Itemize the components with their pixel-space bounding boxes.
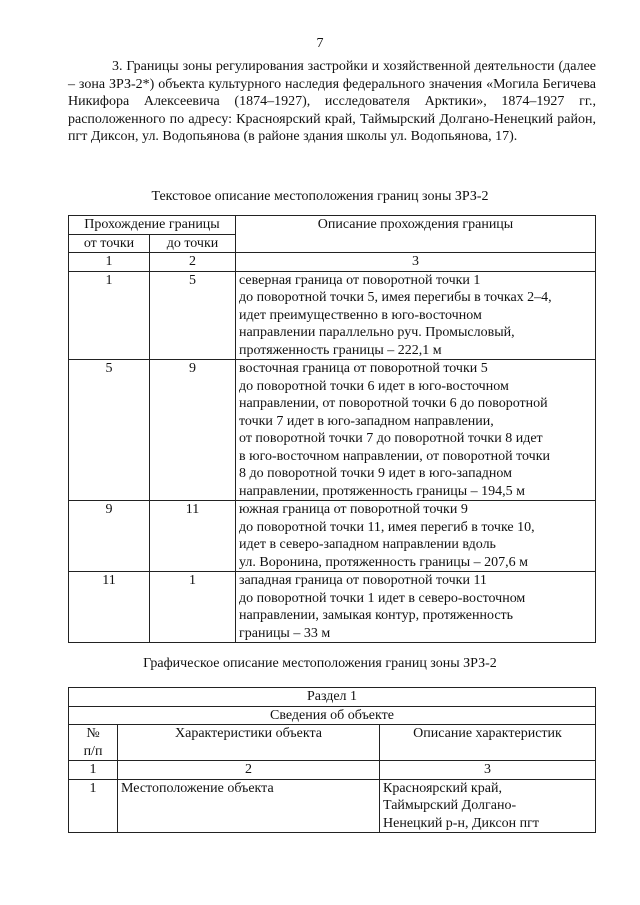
table-row — [69, 779, 596, 833]
graphic-description-heading: Графическое описание местоположения границ зоны ЗРЗ-2 — [143, 656, 497, 671]
subsection-title: Сведения об объекте — [69, 706, 596, 725]
intro-line: (в районе здания школы ул. Водопьянова, 17). — [243, 129, 518, 144]
description-line: идет преимущественно в юго-восточном — [239, 307, 482, 323]
description-line: 8 до поворотной точки 9 идет в юго-западном — [239, 466, 512, 481]
header-boundary-description: Описание прохождения границы — [236, 216, 596, 253]
value-line: Красноярский край, — [383, 780, 502, 796]
header-row-number — [69, 725, 118, 761]
characteristic-value — [380, 779, 596, 833]
header-from-point: от точки — [69, 234, 150, 253]
intro-line: деятельности (далее – зона ЗРЗ-2*) объекта культурного наследия федерального — [68, 59, 596, 92]
header-to-point: до точки — [150, 234, 236, 253]
value-line: Таймырский Долгано- — [383, 798, 517, 813]
description-line: до поворотной точки 1 идет в северо-восточном — [239, 590, 526, 606]
boundary-description — [236, 271, 596, 360]
description-line: до поворотной точки 6 идет в юго-восточном — [239, 378, 509, 394]
header-characteristics: Характеристики объекта — [118, 725, 380, 761]
intro-line: значения «Могила Бегичева Никифора Алексеевича (1874–1927), исследователя — [68, 76, 596, 109]
from-point: 11 — [69, 572, 150, 643]
description-line: протяженность границы – 222,1 м — [239, 342, 442, 358]
object-info-table — [68, 687, 596, 833]
description-line: направлении параллельно руч. Промысловый, — [239, 325, 515, 340]
header-line: п/п — [83, 743, 103, 759]
description-line: от поворотной точки 7 до поворотной точки 8 идет — [239, 431, 543, 446]
description-line: идет в северо-западном направлении вдоль — [239, 537, 496, 552]
table-row — [69, 501, 596, 572]
to-point: 11 — [150, 501, 236, 572]
from-point: 5 — [69, 360, 150, 501]
description-line: точки 7 идет в юго-западном направлении, — [239, 413, 494, 429]
table-row — [69, 271, 596, 360]
to-point: 9 — [150, 360, 236, 501]
row-number: 1 — [69, 779, 118, 833]
table-row — [69, 360, 596, 501]
description-line: до поворотной точки 11, имея перегиб в точке 10, — [239, 519, 535, 535]
description-line: южная граница от поворотной точки 9 — [239, 502, 468, 517]
header-characteristics-description: Описание характеристик — [380, 725, 596, 761]
description-line: направлении, от поворотной точки 6 до поворотной — [239, 396, 548, 411]
to-point: 1 — [150, 572, 236, 643]
boundary-description — [236, 501, 596, 572]
from-point: 9 — [69, 501, 150, 572]
column-number: 2 — [150, 253, 236, 272]
table-row — [69, 572, 596, 643]
boundary-description — [236, 360, 596, 501]
text-description-heading: Текстовое описание местоположения границ зоны ЗРЗ-2 — [151, 189, 489, 204]
description-line: до поворотной точки 5, имея перегибы в точках 2–4, — [239, 290, 552, 305]
description-line: направлении, замыкая контур, протяженность — [239, 608, 514, 623]
to-point: 5 — [150, 271, 236, 360]
boundary-description — [236, 572, 596, 643]
column-number: 2 — [118, 761, 380, 780]
description-line: северная граница от поворотной точки 1 — [239, 272, 481, 288]
from-point: 1 — [69, 271, 150, 360]
intro-paragraph — [68, 58, 596, 146]
description-line: направлении, протяженность границы – 194,5 м — [239, 483, 525, 499]
header-line: № — [86, 726, 100, 741]
column-number: 3 — [380, 761, 596, 780]
value-line: Ненецкий р-н, Диксон пгт — [383, 815, 540, 831]
description-line: ул. Воронина, протяженность границы – 207,6 м — [239, 554, 529, 570]
description-line: восточная граница от поворотной точки 5 — [239, 361, 488, 376]
intro-line: Арктики», 1874–1927 гг., расположенного по адресу: Красноярский край, — [68, 94, 596, 127]
characteristic-name: Местоположение объекта — [118, 779, 380, 833]
intro-line: 3. Границы зоны регулирования застройки и хозяйственной — [112, 59, 475, 74]
description-line: западная граница от поворотной точки 11 — [239, 573, 487, 588]
column-number: 1 — [69, 253, 150, 272]
column-number: 3 — [236, 253, 596, 272]
boundary-text-table — [68, 215, 596, 643]
page-number: 7 — [316, 36, 324, 51]
column-number: 1 — [69, 761, 118, 780]
description-line: в юго-восточном направлении, от поворотной точки — [239, 448, 550, 464]
description-line: границы – 33 м — [239, 625, 331, 641]
section-title: Раздел 1 — [69, 688, 596, 707]
header-boundary-passage: Прохождение границы — [69, 216, 236, 235]
intro-line: Таймырский Долгано-Ненецкий район, пгт Диксон, ул. Водопьянова — [68, 111, 596, 144]
